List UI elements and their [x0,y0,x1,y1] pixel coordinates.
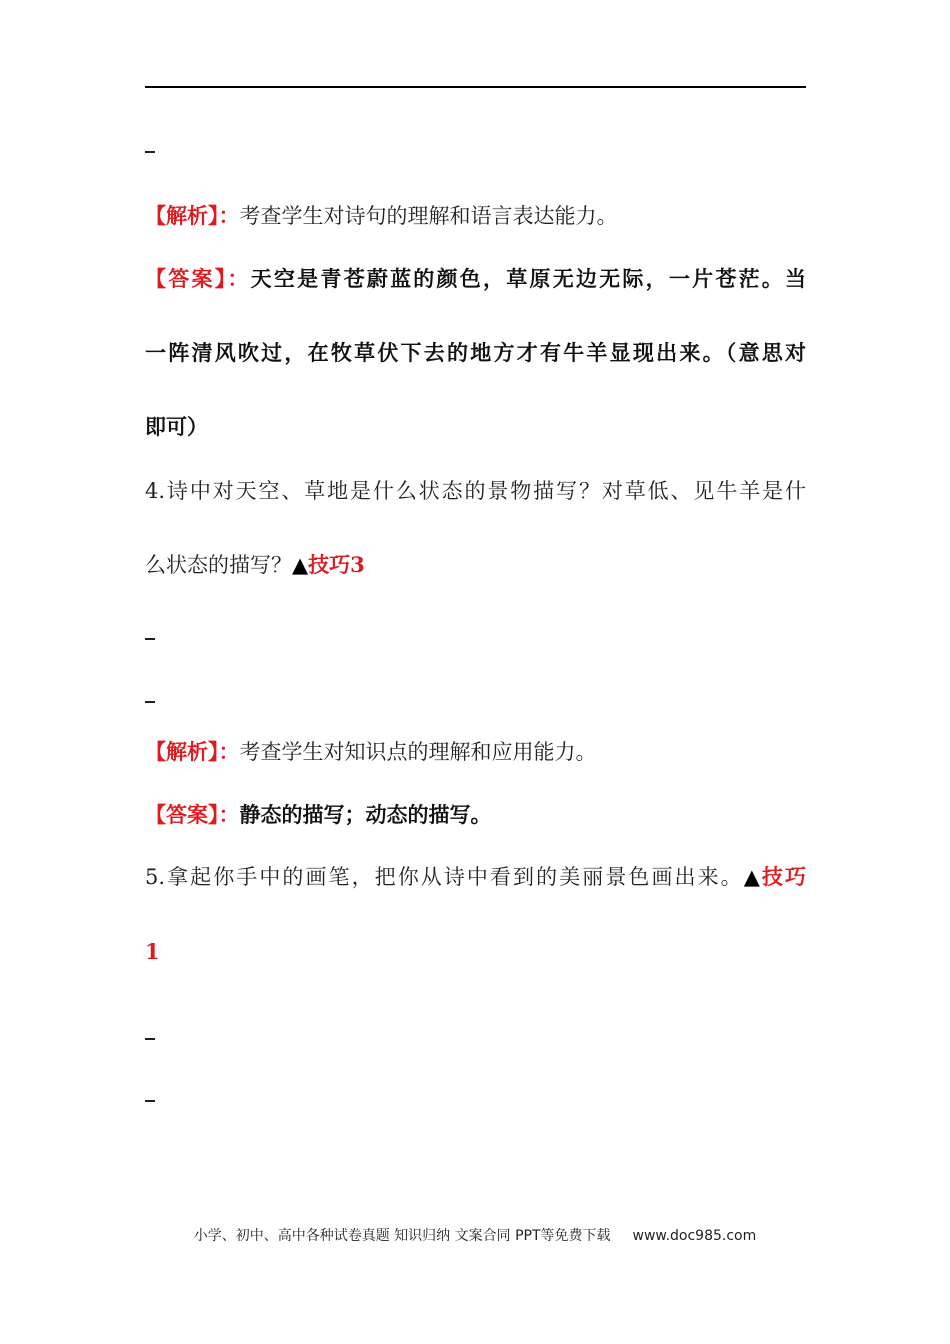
question-5-tip-number: 1 [145,939,160,964]
question-5-line-1 [145,862,806,892]
answer-blank-line [145,701,155,703]
triangle-icon: ▲ [743,865,762,889]
question-5-text: 5.拿起你手中的画笔，把你从诗中看到的美丽景色画出来。 [145,865,744,889]
answer-tag: 【答案】： [145,803,240,827]
answer-blank-line [145,151,155,153]
analysis-text: 考查学生对诗句的理解和语言表达能力。 [239,204,618,228]
answer-paragraph-line-2: 一阵清风吹过，在牧草伏下去的地方才有牛羊显现出来。（意思对 [145,341,806,365]
answer-text: 静态的描写；动态的描写。 [239,803,492,827]
tip-label: 技巧3 [308,552,365,577]
answer-blank-line [145,638,155,640]
tip-label: 技巧 [761,864,806,889]
header-rule [145,86,806,88]
answer-blank-line [145,1100,155,1102]
analysis-tag: 【解析】： [145,204,240,228]
triangle-icon: ▲ [292,553,309,577]
footer-site-link[interactable]: www.doc985.com [632,1228,757,1244]
answer-text: 天空是青苍蔚蓝的颜色，草原无边无际，一片苍茫。当 [250,267,807,291]
question-4-line-2 [145,550,806,580]
question-4-line-1: 4.诗中对天空、草地是什么状态的景物描写？对草低、见牛羊是什 [145,479,806,503]
page-footer [0,1226,950,1246]
answer-paragraph-line-3: 即可） [145,415,208,439]
answer-paragraph-line-1 [145,264,806,294]
analysis-paragraph-q4 [145,737,806,767]
analysis-tag: 【解析】： [145,740,240,764]
analysis-paragraph [145,201,806,231]
analysis-text: 考查学生对知识点的理解和应用能力。 [239,740,597,764]
question-4-text: 么状态的描写？ [145,553,292,577]
footer-text: 小学、初中、高中各种试卷真题 知识归纳 文案合同 PPT等免费下载 [193,1228,611,1244]
answer-tag: 【答案】： [145,267,251,291]
answer-blank-line [145,1038,155,1040]
answer-paragraph-q4 [145,800,806,830]
